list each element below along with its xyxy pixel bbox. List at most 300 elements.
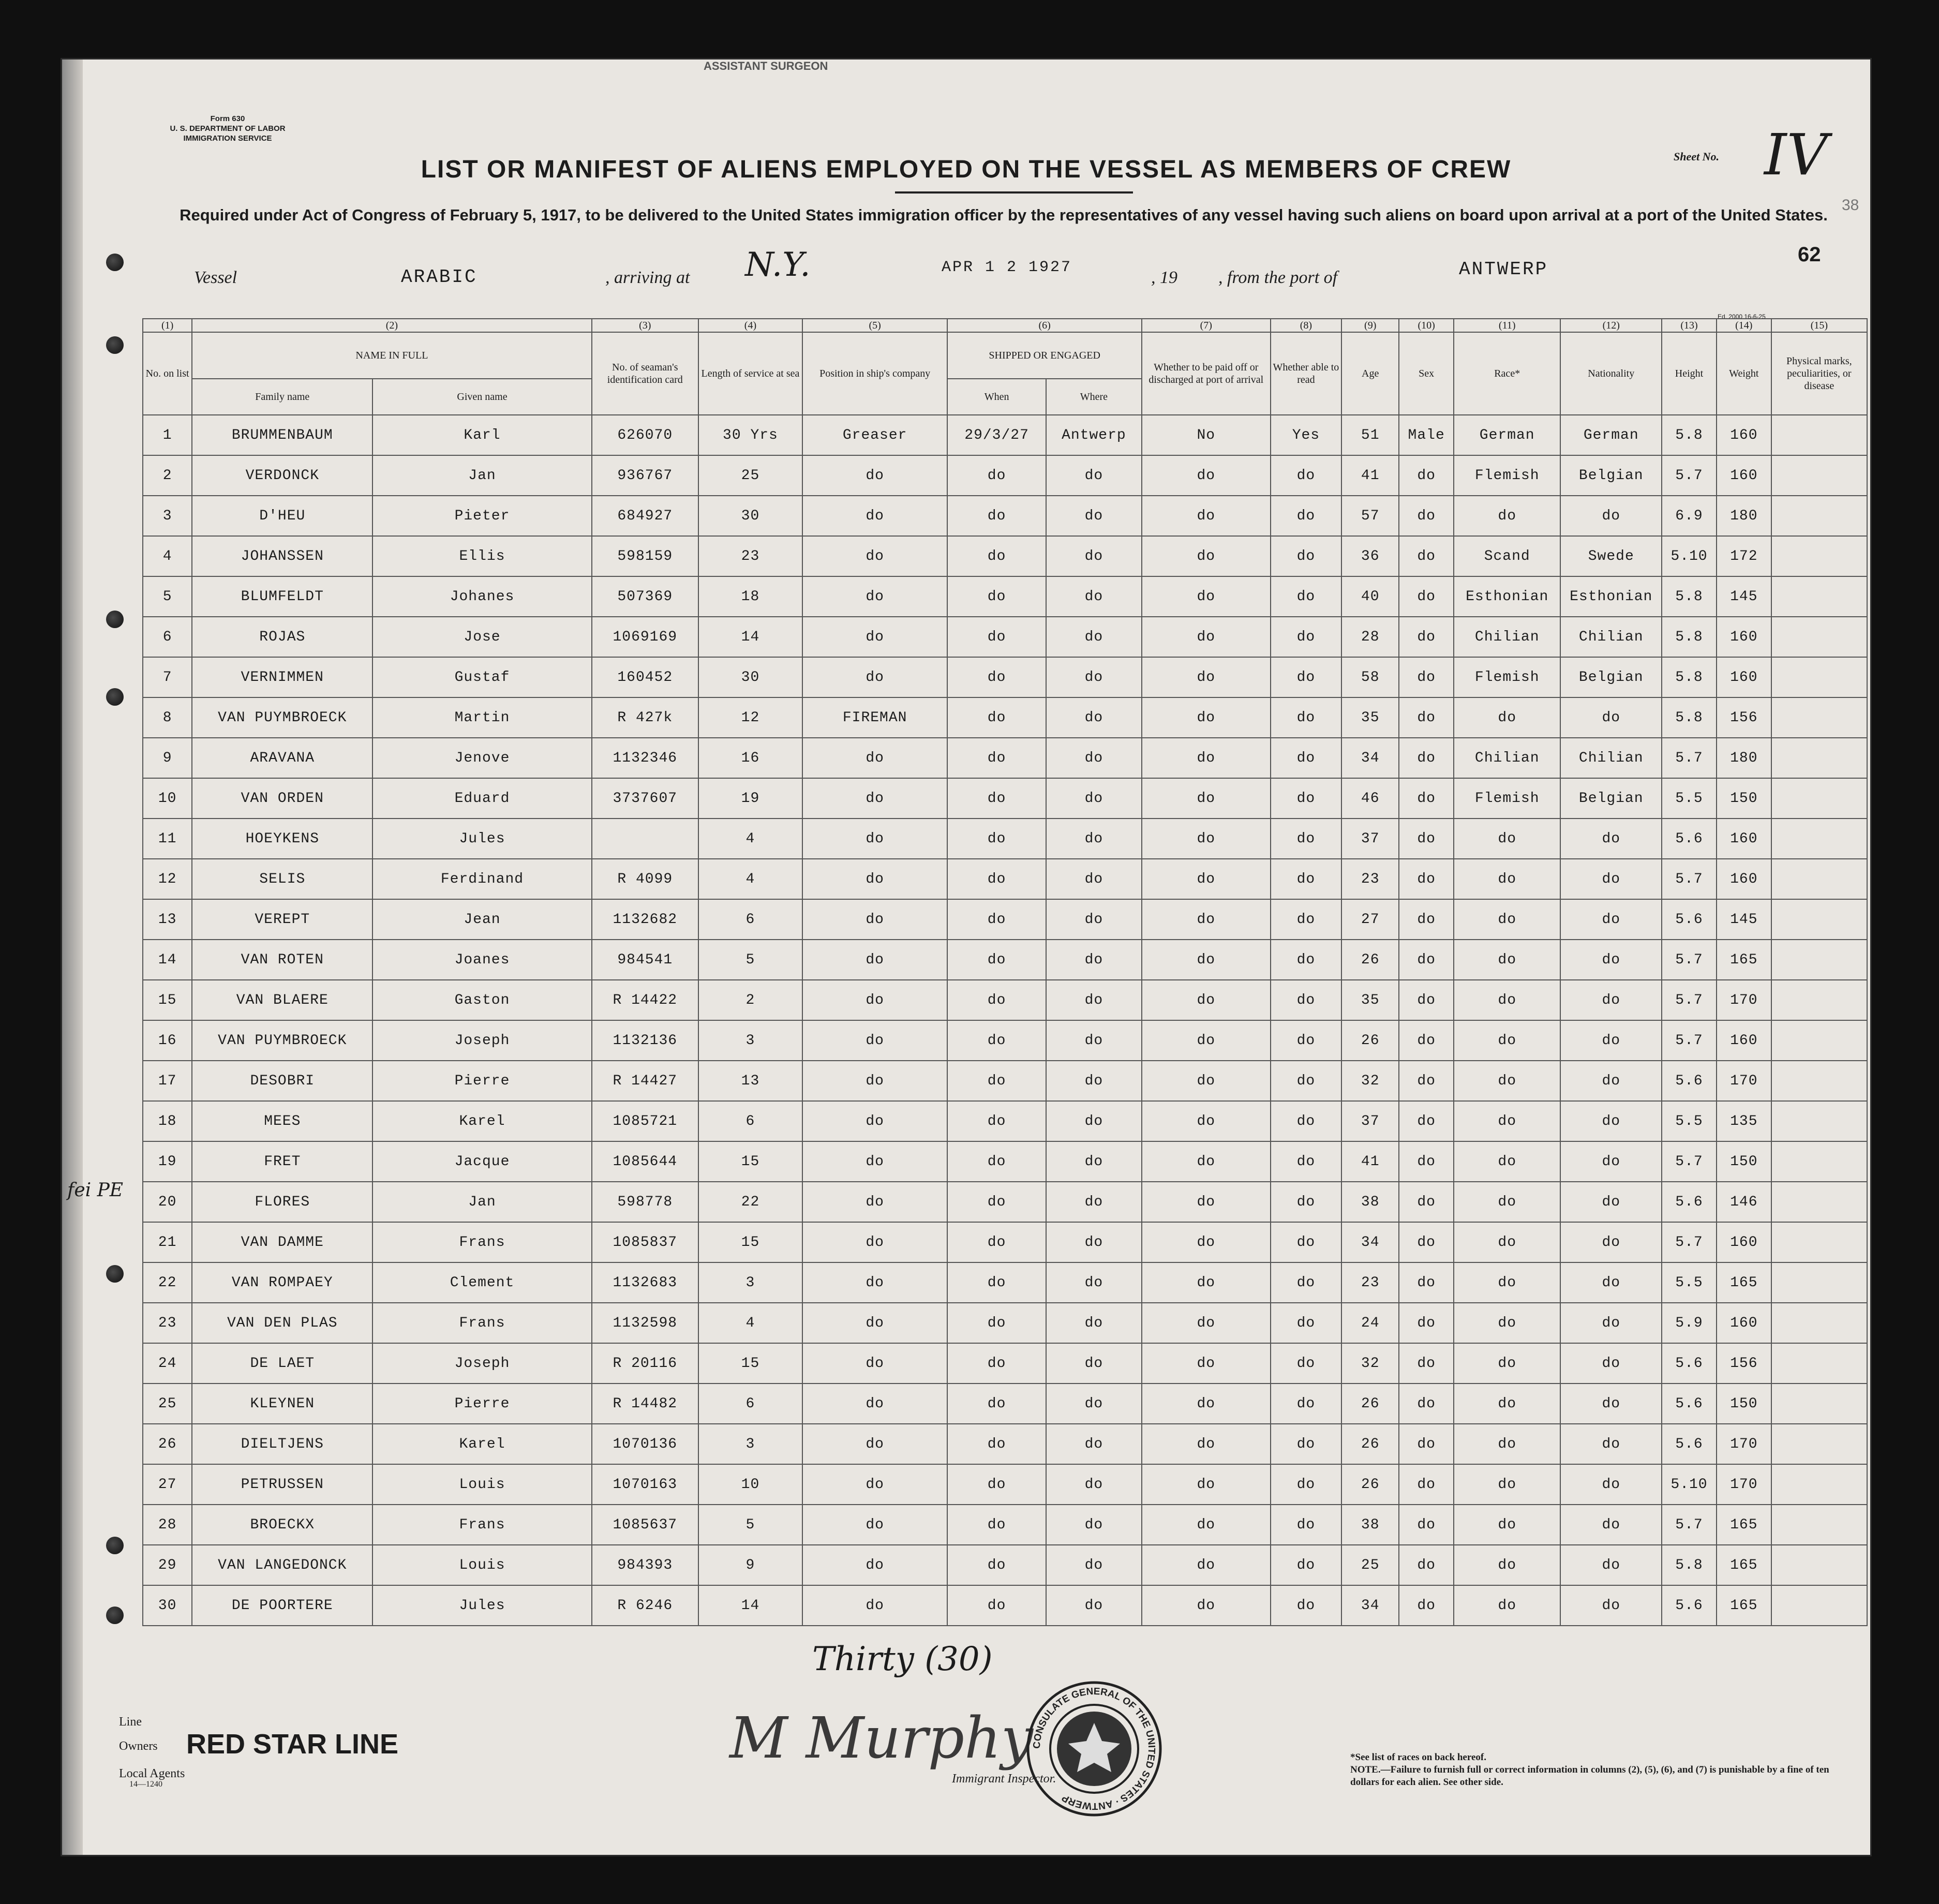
shipped-when-cell: do [947,899,1046,940]
nationality-cell: Belgian [1560,778,1662,819]
colnum-8: (8) [1271,319,1342,332]
able-to-read-cell: do [1271,778,1342,819]
physical-marks-cell [1771,980,1867,1020]
race-cell: Esthonian [1454,576,1560,617]
shipped-where-cell: do [1046,576,1142,617]
able-to-read-cell: do [1271,1020,1342,1061]
weight-cell: 160 [1717,415,1771,455]
paid-off-cell: do [1142,1262,1271,1303]
header-able-read: Whether able to read [1271,332,1342,415]
weight-cell: 165 [1717,1505,1771,1545]
physical-marks-cell [1771,1545,1867,1585]
punch-hole [106,1537,124,1554]
shipped-where-cell: do [1046,496,1142,536]
shipped-when-cell: do [947,576,1046,617]
weight-cell: 160 [1717,1222,1771,1262]
physical-marks-cell [1771,657,1867,697]
sex-cell: do [1399,657,1454,697]
length-of-service-cell: 6 [698,1101,802,1141]
family-name-cell: FLORES [192,1182,372,1222]
given-name-cell: Frans [372,1505,591,1545]
table-row [143,455,1867,496]
given-name-cell: Johanes [372,576,591,617]
column-number-row [143,319,1867,332]
seaman-card-cell: 1132683 [592,1262,698,1303]
list-number-cell: 6 [143,617,192,657]
form-number: Form 630 [210,114,245,123]
seaman-card-cell: 1132598 [592,1303,698,1343]
page-edge [62,60,83,1855]
list-number-cell: 17 [143,1061,192,1101]
position-cell: do [802,1222,947,1262]
position-cell: do [802,778,947,819]
able-to-read-cell: do [1271,1182,1342,1222]
shipped-where-cell: do [1046,819,1142,859]
shipped-when-cell: do [947,778,1046,819]
age-cell: 36 [1341,536,1399,576]
sex-cell: do [1399,778,1454,819]
race-cell: do [1454,1545,1560,1585]
list-number-cell: 3 [143,496,192,536]
nationality-cell: Swede [1560,536,1662,576]
list-number-cell: 27 [143,1464,192,1505]
colnum-10: (10) [1399,319,1454,332]
length-of-service-cell: 3 [698,1262,802,1303]
race-cell: do [1454,1061,1560,1101]
crew-table-body [143,415,1867,1626]
sex-cell: do [1399,1182,1454,1222]
shipped-when-cell: do [947,496,1046,536]
table-row [143,1141,1867,1182]
height-cell: 5.6 [1662,1182,1717,1222]
length-of-service-cell: 10 [698,1464,802,1505]
header-length-service: Length of service at sea [698,332,802,415]
paid-off-cell: do [1142,1464,1271,1505]
physical-marks-cell [1771,1182,1867,1222]
footnote [1350,1751,1847,1789]
age-cell: 26 [1341,1384,1399,1424]
paid-off-cell: do [1142,1141,1271,1182]
age-cell: 25 [1341,1545,1399,1585]
shipped-where-cell: do [1046,1222,1142,1262]
seaman-card-cell: 1132682 [592,899,698,940]
weight-cell: 165 [1717,940,1771,980]
margin-note: fei PE [67,1180,124,1201]
agents-label: Local Agents [119,1767,185,1780]
paid-off-cell: do [1142,738,1271,778]
able-to-read-cell: do [1271,1141,1342,1182]
position-cell: do [802,899,947,940]
length-of-service-cell: 15 [698,1141,802,1182]
given-name-cell: Joseph [372,1020,591,1061]
age-cell: 41 [1341,1141,1399,1182]
race-cell: do [1454,1505,1560,1545]
race-cell: do [1454,1303,1560,1343]
list-number-cell: 22 [143,1262,192,1303]
shipped-where-cell: do [1046,657,1142,697]
colnum-11: (11) [1454,319,1560,332]
physical-marks-cell [1771,1262,1867,1303]
paid-off-cell: do [1142,536,1271,576]
weight-cell: 165 [1717,1262,1771,1303]
race-cell: Chilian [1454,738,1560,778]
shipped-when-cell: do [947,1141,1046,1182]
sex-cell: do [1399,697,1454,738]
able-to-read-cell: do [1271,859,1342,899]
shipped-where-cell: do [1046,1020,1142,1061]
table-row [143,617,1867,657]
paid-off-cell: do [1142,455,1271,496]
physical-marks-cell [1771,576,1867,617]
height-cell: 5.6 [1662,1424,1717,1464]
table-row [143,778,1867,819]
family-name-cell: VAN DAMME [192,1222,372,1262]
position-cell: do [802,1303,947,1343]
height-cell: 5.7 [1662,980,1717,1020]
shipped-when-cell: do [947,455,1046,496]
position-cell: do [802,1585,947,1626]
family-name-cell: DIELTJENS [192,1424,372,1464]
family-name-cell: BLUMFELDT [192,576,372,617]
height-cell: 5.6 [1662,1585,1717,1626]
able-to-read-cell: do [1271,738,1342,778]
physical-marks-cell [1771,617,1867,657]
able-to-read-cell: do [1271,1222,1342,1262]
race-cell: Flemish [1454,657,1560,697]
height-cell: 5.10 [1662,1464,1717,1505]
header-no-on-list: No. on list [143,332,192,415]
paid-off-cell: do [1142,1384,1271,1424]
owners-value: RED STAR LINE [186,1729,399,1760]
header-shipped-engaged: SHIPPED OR ENGAGED [947,332,1142,379]
header-physical-marks: Physical marks, peculiarities, or disease [1771,332,1867,415]
race-cell: do [1454,1343,1560,1384]
length-of-service-cell: 15 [698,1222,802,1262]
age-cell: 41 [1341,455,1399,496]
table-row [143,1262,1867,1303]
family-name-cell: FRET [192,1141,372,1182]
shipped-when-cell: do [947,536,1046,576]
shipped-when-cell: do [947,1303,1046,1343]
height-cell: 5.6 [1662,819,1717,859]
shipped-where-cell: do [1046,1303,1142,1343]
nationality-cell: do [1560,1343,1662,1384]
table-row [143,415,1867,455]
vessel-label: Vessel [194,268,237,287]
physical-marks-cell [1771,1101,1867,1141]
sex-cell: do [1399,1585,1454,1626]
subtitle: Required under Act of Congress of February 5, 1917, to be delivered to the United States immigration officer by the representatives of any vessel having such aliens on board upon arrival at a port of the United States. [180,206,1828,224]
nationality-cell: do [1560,1585,1662,1626]
age-cell: 46 [1341,778,1399,819]
height-cell: 5.7 [1662,940,1717,980]
table-row [143,899,1867,940]
height-cell: 5.8 [1662,617,1717,657]
shipped-where-cell: do [1046,1061,1142,1101]
physical-marks-cell [1771,778,1867,819]
sex-cell: do [1399,1101,1454,1141]
list-number-cell: 26 [143,1424,192,1464]
shipped-where-cell: do [1046,1505,1142,1545]
given-name-cell: Jean [372,899,591,940]
table-row [143,738,1867,778]
seaman-card-cell: R 20116 [592,1343,698,1384]
family-name-cell: VAN ORDEN [192,778,372,819]
paid-off-cell: do [1142,819,1271,859]
list-number-cell: 13 [143,899,192,940]
seaman-card-cell: 984393 [592,1545,698,1585]
arriving-value: N.Y. [745,246,811,284]
sex-cell: do [1399,576,1454,617]
crew-table [142,318,1868,1626]
able-to-read-cell: Yes [1271,415,1342,455]
able-to-read-cell: do [1271,1505,1342,1545]
colnum-9: (9) [1341,319,1399,332]
weight-cell: 165 [1717,1585,1771,1626]
paid-off-cell: do [1142,697,1271,738]
colnum-4: (4) [698,319,802,332]
nationality-cell: do [1560,1262,1662,1303]
header-given-name: Given name [372,379,591,415]
physical-marks-cell [1771,415,1867,455]
nationality-cell: German [1560,415,1662,455]
sex-cell: do [1399,819,1454,859]
colnum-2: (2) [192,319,591,332]
height-cell: 6.9 [1662,496,1717,536]
family-name-cell: VERNIMMEN [192,657,372,697]
punch-hole [106,254,124,271]
able-to-read-cell: do [1271,455,1342,496]
colnum-5: (5) [802,319,947,332]
position-cell: do [802,1343,947,1384]
shipped-when-cell: do [947,738,1046,778]
race-cell: Scand [1454,536,1560,576]
physical-marks-cell [1771,1061,1867,1101]
family-name-cell: VAN LANGEDONCK [192,1545,372,1585]
length-of-service-cell: 22 [698,1182,802,1222]
seaman-card-cell: 1085721 [592,1101,698,1141]
shipped-when-cell: do [947,859,1046,899]
age-cell: 24 [1341,1303,1399,1343]
height-cell: 5.6 [1662,1343,1717,1384]
race-cell: do [1454,1020,1560,1061]
shipped-where-cell: Antwerp [1046,415,1142,455]
table-row [143,940,1867,980]
paid-off-cell: do [1142,657,1271,697]
race-cell: do [1454,496,1560,536]
nationality-cell: do [1560,899,1662,940]
punch-hole [106,1265,124,1283]
length-of-service-cell: 30 [698,496,802,536]
seaman-card-cell [592,819,698,859]
position-cell: do [802,1464,947,1505]
position-cell: do [802,1101,947,1141]
header-where: Where [1046,379,1142,415]
physical-marks-cell [1771,536,1867,576]
given-name-cell: Louis [372,1545,591,1585]
age-cell: 40 [1341,576,1399,617]
position-cell: do [802,455,947,496]
header-race: Race* [1454,332,1560,415]
header-name-in-full: NAME IN FULL [192,332,591,379]
height-cell: 5.6 [1662,1384,1717,1424]
paid-off-cell: do [1142,1545,1271,1585]
age-cell: 38 [1341,1182,1399,1222]
family-name-cell: BROECKX [192,1505,372,1545]
sex-cell: do [1399,1061,1454,1101]
list-number-cell: 25 [143,1384,192,1424]
age-cell: 34 [1341,738,1399,778]
able-to-read-cell: do [1271,1384,1342,1424]
paid-off-cell: do [1142,1182,1271,1222]
able-to-read-cell: do [1271,576,1342,617]
height-cell: 5.7 [1662,1505,1717,1545]
sex-cell: do [1399,899,1454,940]
sex-cell: do [1399,1424,1454,1464]
height-cell: 5.5 [1662,778,1717,819]
given-name-cell: Jan [372,455,591,496]
sex-cell: do [1399,1141,1454,1182]
height-cell: 5.8 [1662,415,1717,455]
colnum-15: (15) [1771,319,1867,332]
paid-off-cell: do [1142,778,1271,819]
paid-off-cell: do [1142,980,1271,1020]
age-cell: 23 [1341,859,1399,899]
table-row [143,859,1867,899]
seaman-card-cell: 1070136 [592,1424,698,1464]
list-number-cell: 14 [143,940,192,980]
position-cell: do [802,1141,947,1182]
paid-off-cell: do [1142,1020,1271,1061]
shipped-when-cell: do [947,1464,1046,1505]
family-name-cell: VAN DEN PLAS [192,1303,372,1343]
race-cell: Flemish [1454,778,1560,819]
count-handwritten: Thirty (30) [812,1640,993,1678]
page-number: 62 [1798,243,1821,266]
header-nationality: Nationality [1560,332,1662,415]
seaman-card-cell: R 14422 [592,980,698,1020]
list-number-cell: 11 [143,819,192,859]
position-cell: do [802,496,947,536]
list-number-cell: 2 [143,455,192,496]
sex-cell: do [1399,1505,1454,1545]
colnum-1: (1) [143,319,192,332]
nationality-cell: do [1560,1384,1662,1424]
table-row [143,1101,1867,1141]
weight-cell: 170 [1717,1424,1771,1464]
seaman-card-cell: 1085837 [592,1222,698,1262]
age-cell: 32 [1341,1343,1399,1384]
given-name-cell: Louis [372,1464,591,1505]
height-cell: 5.8 [1662,1545,1717,1585]
seaman-card-cell: 1132346 [592,738,698,778]
length-of-service-cell: 4 [698,819,802,859]
weight-cell: 156 [1717,697,1771,738]
family-name-cell: DE POORTERE [192,1585,372,1626]
seaman-card-cell: 1070163 [592,1464,698,1505]
paid-off-cell: do [1142,1585,1271,1626]
table-row [143,657,1867,697]
shipped-where-cell: do [1046,455,1142,496]
department-name: U. S. DEPARTMENT OF LABOR [170,124,286,133]
family-name-cell: BRUMMENBAUM [192,415,372,455]
height-cell: 5.7 [1662,738,1717,778]
shipped-where-cell: do [1046,1101,1142,1141]
age-cell: 32 [1341,1061,1399,1101]
given-name-cell: Gustaf [372,657,591,697]
race-note: *See list of races on back hereof. [1350,1752,1486,1763]
table-row [143,1424,1867,1464]
age-cell: 26 [1341,1424,1399,1464]
age-cell: 57 [1341,496,1399,536]
nationality-cell: Belgian [1560,657,1662,697]
family-name-cell: DESOBRI [192,1061,372,1101]
weight-cell: 150 [1717,1141,1771,1182]
family-name-cell: MEES [192,1101,372,1141]
paid-off-cell: do [1142,940,1271,980]
height-cell: 5.10 [1662,536,1717,576]
line-label: Line [119,1715,142,1729]
race-cell: Flemish [1454,455,1560,496]
height-cell: 5.6 [1662,1061,1717,1101]
length-of-service-cell: 5 [698,940,802,980]
length-of-service-cell: 5 [698,1505,802,1545]
list-number-cell: 20 [143,1182,192,1222]
seaman-card-cell: 984541 [592,940,698,980]
length-of-service-cell: 30 Yrs [698,415,802,455]
seaman-card-cell: R 14482 [592,1384,698,1424]
nationality-cell: do [1560,1424,1662,1464]
table-row [143,1384,1867,1424]
able-to-read-cell: do [1271,496,1342,536]
shipped-when-cell: do [947,1585,1046,1626]
paid-off-cell: do [1142,617,1271,657]
list-number-cell: 12 [143,859,192,899]
shipped-where-cell: do [1046,778,1142,819]
given-name-cell: Martin [372,697,591,738]
seaman-card-cell: R 427k [592,697,698,738]
height-cell: 5.8 [1662,576,1717,617]
shipped-where-cell: do [1046,738,1142,778]
consulate-seal-icon [1024,1679,1164,1819]
age-cell: 34 [1341,1222,1399,1262]
sex-cell: do [1399,617,1454,657]
length-of-service-cell: 6 [698,899,802,940]
position-cell: do [802,738,947,778]
table-row [143,980,1867,1020]
given-name-cell: Joseph [372,1343,591,1384]
family-name-cell: JOHANSSEN [192,536,372,576]
header-sex: Sex [1399,332,1454,415]
length-of-service-cell: 16 [698,738,802,778]
title-underline [895,191,1133,194]
paid-off-cell: do [1142,899,1271,940]
physical-marks-cell [1771,940,1867,980]
shipped-where-cell: do [1046,980,1142,1020]
position-cell: do [802,1020,947,1061]
height-cell: 5.6 [1662,899,1717,940]
shipped-where-cell: do [1046,617,1142,657]
list-number-cell: 1 [143,415,192,455]
punch-hole [106,611,124,628]
weight-cell: 150 [1717,1384,1771,1424]
length-of-service-cell: 25 [698,455,802,496]
position-cell: do [802,617,947,657]
sex-cell: do [1399,1384,1454,1424]
given-name-cell: Frans [372,1222,591,1262]
given-name-cell: Karel [372,1424,591,1464]
paid-off-cell: do [1142,1303,1271,1343]
